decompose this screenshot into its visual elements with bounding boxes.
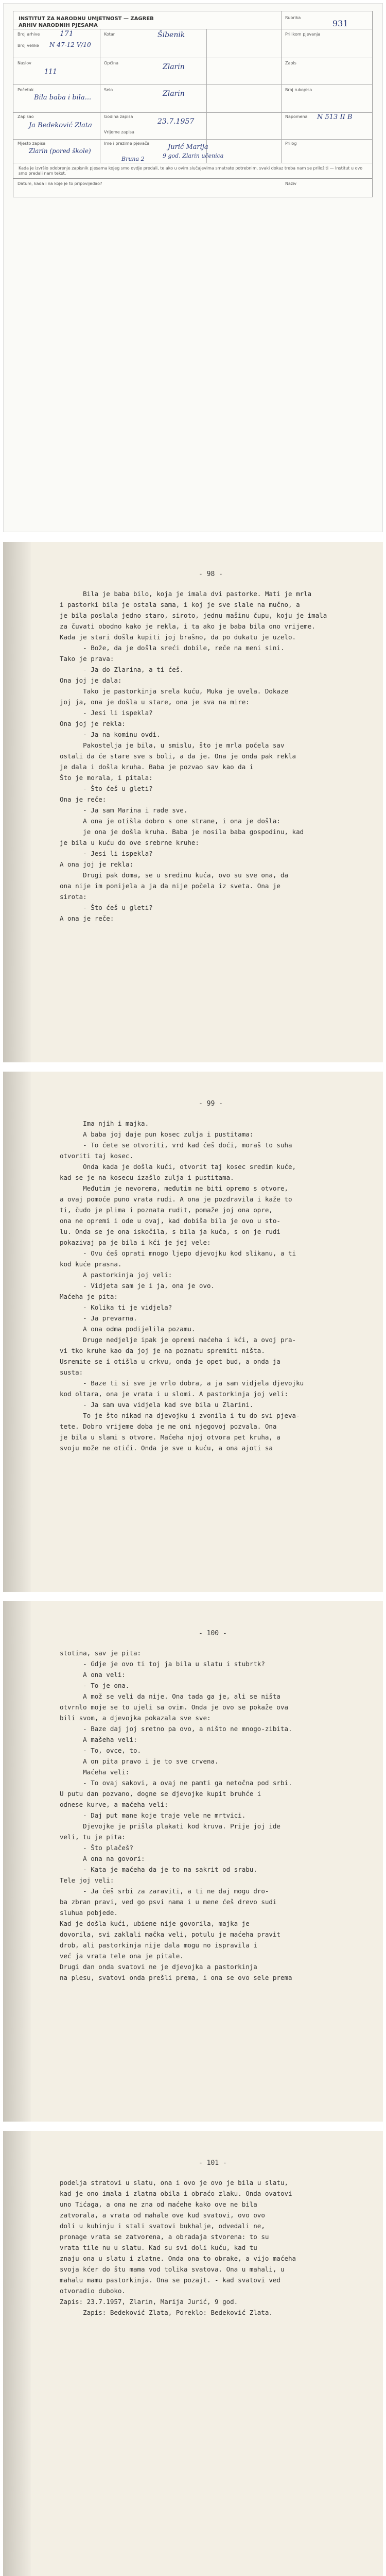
text-page-100 — [3, 1601, 383, 2122]
text-line: Međutim je nevorema, međutim ne biti opremo s otvore, — [60, 1184, 289, 1192]
text-line: - To ovaj sakovi, a ovaj ne pamti ga netočna pod srbi. — [60, 1779, 292, 1787]
stamp-number: 931 — [332, 19, 348, 28]
label-vrijeme-zapisa: Vrijeme zapisa — [104, 130, 134, 134]
label-ime-pjevaca: Ime i prezime pjevača — [104, 141, 150, 146]
text-line: kod kuće prasna. — [60, 1260, 122, 1268]
text-line: - Ja sam uva vidjela kad sve bila u Zlarini. — [60, 1401, 254, 1409]
text-line: - Kata je maćeha da je to na sakrit od srabu. — [60, 1866, 257, 1873]
text-line: a ovaj pomoće puno vrata rudi. A ona je pozdravila i kaže to — [60, 1195, 292, 1203]
text-line: U putu dan pozvano, dogne se djevojke kupit bruhće i — [60, 1790, 261, 1798]
text-line: sirota: — [60, 893, 87, 901]
text-line: A baba joj daje pun kosec zulja i pustitama: — [60, 1130, 254, 1138]
page-number: - 100 - — [199, 1630, 227, 1637]
hw-godina: 23.7.1957 — [157, 117, 195, 126]
text-line: Ona joj je dala: — [60, 676, 122, 684]
text-line: - Daj put mane koje traje vele ne mrtvici. — [60, 1811, 246, 1819]
text-line: Onda kada je došla kući, otvorit taj kosec sredim kuće, — [60, 1163, 296, 1171]
text-line: Kada je stari došla kupiti joj brašno, da po dukatu je uzelo. — [60, 633, 296, 641]
text-line: kad se je na kosecu izašlo zulja i pustitama. — [60, 1174, 234, 1181]
label-prilog: Prilog — [285, 141, 297, 146]
label-godina-zapisa: Godina zapisa — [104, 114, 133, 119]
text-line: znaju ona u slatu i zlatne. Onda ona to obrake, a vijo maćeha — [60, 2255, 296, 2262]
hw-mjesto: Zlarin (pored škole) — [29, 147, 91, 155]
label-zapisao: Zapisao — [17, 114, 34, 119]
hw-signatura: N 513 II B — [317, 113, 353, 121]
text-line: - Gdje je ovo ti toj ja bila u slatu i stubrtk? — [60, 1660, 265, 1668]
text-page-101 — [3, 2131, 383, 2576]
archive-card-page — [3, 3, 383, 532]
text-line: svoja kćer do štu mama vod tolika svatova. Ona u mahali, u — [60, 2265, 285, 2273]
text-line: - Baze ti si sve je vrlo dobra, a ja sam vidjela djevojku — [60, 1379, 304, 1387]
text-page-99 — [3, 1072, 383, 1592]
label-naslov: Naslov — [17, 61, 31, 65]
text-line: Pakostelja je bila, u smislu, što je mrla počela sav — [60, 741, 285, 749]
page-number: - 101 - — [199, 2159, 227, 2167]
page-text — [60, 1648, 348, 1983]
text-line: mahalu mamu pastorkinja. Ona se pozajt. - kad svatovi ved — [60, 2276, 280, 2284]
text-line: joj ja, ona je došla u stare, ona je sva na mire: — [60, 698, 250, 706]
text-line: na plesu, svatovi onda prešli prema, i ona se ovo sele prema — [60, 1974, 292, 1981]
text-line: ostali da će stare sve s boli, a da je. Ona je onda pak rekla — [60, 752, 296, 760]
text-line: Zapis: 23.7.1957, Zlarin, Marija Jurić, 9 god. — [60, 2298, 238, 2306]
text-line: - Što ćeš u gleti? — [60, 904, 153, 911]
text-line: uno Tićaga, a ona ne zna od maćehe kako ove ne bila — [60, 2200, 257, 2208]
card-footer-right: Naziv — [285, 181, 297, 186]
text-line: pokazivaj pa je bila i kći je jej vele: — [60, 1239, 211, 1246]
text-line: je bila poslala jedno staro, siroto, jednu mašinu čupu, koju je imala — [60, 612, 327, 619]
hw-broj-velike: N 47-12 V/10 — [49, 41, 91, 48]
text-line: odnese kurve, a maćeha veli: — [60, 1801, 168, 1808]
label-kotar: Kotar — [104, 32, 115, 37]
text-line: doli u kuhinju i stali svatovi bukhalje, odvedali ne, — [60, 2222, 265, 2230]
text-line: otvrnlo moje se to ujeli sa ovim. Onda je ovo se pokaže ova — [60, 1703, 289, 1711]
hw-vrijeme: 111 — [44, 68, 57, 76]
page-text — [60, 2177, 348, 2318]
text-line: To je što nikad na djevojku i zvonila i tu do svi pjeva- — [60, 1412, 300, 1419]
text-line: Ona je reče: — [60, 795, 107, 803]
text-line: otvoradio duboko. — [60, 2287, 126, 2295]
text-line: ti, čudo je plima i poznata rudit, pomaže joj ona opre, — [60, 1206, 273, 1214]
text-line: Bila je baba bilo, koja je imala dvi pastorke. Mati je mrla — [60, 590, 312, 598]
card-footer-left: Datum, kada i na koje je to pripovijedao? — [17, 181, 102, 186]
text-line: - Vidjeta sam je i ja, ona je ovo. — [60, 1282, 215, 1290]
text-line: kod oltara, ona je vrata i u slomi. A pastorkinja joj veli: — [60, 1390, 289, 1398]
text-line: i pastorki bila je ostala sama, i koj je sve slale na mučno, a — [60, 601, 300, 608]
text-line: - Kolika ti je vidjela? — [60, 1303, 172, 1311]
text-line: kad je ono imala i zlatna obila i obraćo zlaku. Onda ovatovi — [60, 2190, 292, 2197]
text-line: vi tko kruhe kao da joj je na poznatu spremiti ništa. — [60, 1347, 265, 1354]
text-page-98 — [3, 542, 383, 1062]
text-line: zatvorala, a vrata od mahale ove kud svatovi, ovo ovo — [60, 2211, 265, 2219]
text-line: stotina, sav je pita: — [60, 1649, 142, 1657]
page-number: - 99 - — [199, 1100, 223, 1108]
text-line: - To je ona. — [60, 1682, 130, 1689]
text-line: Drugi dan onda svatovi ne je djevojka a pastorkinja — [60, 1963, 257, 1971]
text-line: Drugi pak doma, se u sredinu kuća, ovo su sve ona, da — [60, 871, 289, 879]
card-header — [19, 15, 154, 29]
text-line: već ja vrata tele ona je pitale. — [60, 1952, 184, 1960]
label-prilikom-pjevanja: Prilikom pjevanja — [285, 32, 321, 37]
text-line: - Jesi li ispekla? — [60, 850, 153, 857]
page-text — [60, 1118, 348, 1453]
label-rubrika: Rubrika — [285, 15, 301, 20]
text-line: Tako je prava: — [60, 655, 114, 663]
text-line: Djevojke je prišla plakati kod kruva. Prije joj ide — [60, 1822, 280, 1830]
text-line: - Ja do Zlarina, a ti ćeš. — [60, 666, 184, 673]
text-line: - Ovu ćeš oprati mnogo ljepo djevojku kod slikanu, a ti — [60, 1249, 296, 1257]
page-text — [60, 588, 348, 924]
card-notice: Kada je izvršio odobrenje zapisnik pjesama kojeg smo ovdje predali, te ako u ovim slučajevima smatrate potrebnim, svaki dokaz treba nam se priložiti — Institut u ovo smo predali nam tekst. — [19, 166, 363, 176]
text-line: veli, tu je pita: — [60, 1833, 126, 1841]
text-line: otvoriti taj kosec. — [60, 1152, 133, 1160]
text-line: A ona joj je rekla: — [60, 860, 133, 868]
label-broj-arhive: Broj arhive — [17, 32, 40, 37]
hw-broj-arhive: 171 — [60, 30, 74, 38]
text-line: ba zbran pravi, ved go psvi nama i u mene ćeš drevo sudi — [60, 1898, 277, 1906]
hw-pjevac: Jurić Marija — [168, 143, 208, 151]
text-line: drob, ali pastorkinja nije dala mogu no ispravila i — [60, 1941, 257, 1949]
label-broj-rukopisa: Broj rukopisa — [285, 88, 312, 92]
label-mjesto-zapisa: Mjesto zapisa — [17, 141, 46, 146]
text-line: Usremite se i otišla u crkvu, onda je opet bud, a onda ja — [60, 1358, 280, 1365]
text-line: ona nije im ponijela a ja da nije počela iz sveta. Ona je — [60, 882, 280, 890]
hw-pocetak: Bila baba i bila... — [34, 94, 92, 101]
text-line: vrata tile nu u slatu. Kad su svi doli kuću, kad tu — [60, 2244, 257, 2251]
text-line: - Ja prevarna. — [60, 1314, 137, 1322]
text-line: Kad je došla kući, ubiene nije govorila, majka je — [60, 1920, 250, 1927]
text-line: A ona na govori: — [60, 1855, 145, 1862]
text-line: A ona je reče: — [60, 914, 114, 922]
text-line: Ima njih i majka. — [60, 1120, 149, 1127]
text-line: je ona je došla kruha. Baba je nosila baba gospodinu, kad — [60, 828, 304, 836]
text-line: susta: — [60, 1368, 83, 1376]
text-line: A ona je otišla dobro s one strane, i ona je došla: — [60, 817, 280, 825]
hw-kotar: Šibenik — [157, 31, 185, 39]
label-zapis: Zapis — [285, 61, 296, 65]
text-line: Maćeha veli: — [60, 1768, 130, 1776]
text-line: A pastorkinja joj veli: — [60, 1271, 172, 1279]
text-line: je bila u kuću do ove srebrne kruhe: — [60, 839, 199, 846]
archive-card — [13, 11, 373, 197]
text-line: je bila u slami s otvore. Maćeha njoj otvora pet kruha, a — [60, 1433, 280, 1441]
text-line: za čuvati obodno kako je rekla, i ta ako je baba bila ono vrijeme. — [60, 622, 315, 630]
text-line: Što je morala, i pitala: — [60, 774, 153, 782]
label-broj-velike: Broj velike — [17, 43, 39, 48]
text-line: podelja stratovi u slatu, ona i ovo je ovo je bila u slatu, — [60, 2179, 289, 2187]
text-line: A ona veli: — [60, 1671, 126, 1679]
hw-broj-pjesama: Bruna 2 — [121, 156, 145, 162]
text-line: A mašeha veli: — [60, 1736, 137, 1743]
page-number: - 98 - — [199, 570, 223, 578]
text-line: - Što plačeš? — [60, 1844, 133, 1852]
text-line: Ona joj je rekla: — [60, 720, 126, 727]
text-line: bili svom, a djevojka pokazala sve sve: — [60, 1714, 211, 1722]
hw-selo: Zlarin — [163, 90, 185, 98]
text-line: A on pita pravo i je to sve crvena. — [60, 1757, 219, 1765]
label-selo: Selo — [104, 88, 113, 92]
label-opcina: Općina — [104, 61, 118, 65]
text-line: je dala i došla kruha. Baba je pozvao sav kao da i — [60, 763, 254, 771]
text-line: Tele joj veli: — [60, 1876, 114, 1884]
text-line: dovorila, svi zaklali mačka veli, potulu je maćeha pravit — [60, 1930, 280, 1938]
text-line: sluhua pobjede. — [60, 1909, 118, 1917]
text-line: - Ja ćeš srbi za zaraviti, a ti ne daj mogu dro- — [60, 1887, 269, 1895]
text-line: svoju može ne otići. Onda je sve u kuću, a ona ajoti sa — [60, 1444, 273, 1452]
institute-name: INSTITUT ZA NARODNU UMJETNOST — ZAGREB — [19, 16, 154, 22]
text-line: Zapis: Bedeković Zlata, Poreklo: Bedeković Zlata. — [60, 2309, 273, 2316]
label-pocetak: Početak — [17, 88, 34, 92]
text-line: - Ja na kominu ovdi. — [60, 731, 165, 738]
text-line: - Jesi li ispekla? — [60, 709, 153, 717]
text-line: - To ćete se otvoriti, vrd kad ćeš doći, moraš to suha — [60, 1141, 292, 1149]
hw-zapisao: Ja Bedeković Zlata — [29, 122, 92, 129]
text-line: Tako je pastorkinja srela kuću, Muka je uvela. Dokaze — [60, 687, 289, 695]
archive-name: ARHIV NARODNIH PJESAMA — [19, 23, 98, 28]
text-line: pronage vrata se zatvorena, a obradaja stvorena: to su — [60, 2233, 269, 2241]
text-line: - Što ćeš u gleti? — [60, 785, 153, 792]
hw-opcina: Zlarin — [163, 63, 185, 71]
text-line: - Ja sam Marina i rade sve. — [60, 806, 188, 814]
text-line: tete. Dobro vrijeme doba je me oni njegovoj pozvala. Ona — [60, 1422, 277, 1430]
text-line: ona ne opremi i ode u ovaj, kad dobiša bila je ovo u sto- — [60, 1217, 280, 1225]
text-line: A ona odma podijelila pozamu. — [60, 1325, 196, 1333]
text-line: Maćeha je pita: — [60, 1293, 118, 1300]
text-line: lu. Onda se je ona iskočila, s bila ja kuća, s on je rudi — [60, 1228, 280, 1235]
text-line: - Bože, da je došla sreći dobile, reče na meni sini. — [60, 644, 285, 652]
text-line: - To, ovce, to. — [60, 1747, 142, 1754]
label-napomena: Napomena — [285, 114, 308, 119]
text-line: A mož se veli da nije. Ona tada ga je, ali se ništa — [60, 1692, 280, 1700]
hw-napomena-note: 9 god. Zlarin učenica — [163, 152, 224, 159]
text-line: - Baze daj joj sretno pa ovo, a ništo ne mnogo-zibita. — [60, 1725, 292, 1733]
text-line: Druge nedjelje ipak je opremi maćeha i kći, a ovoj pra- — [60, 1336, 296, 1344]
